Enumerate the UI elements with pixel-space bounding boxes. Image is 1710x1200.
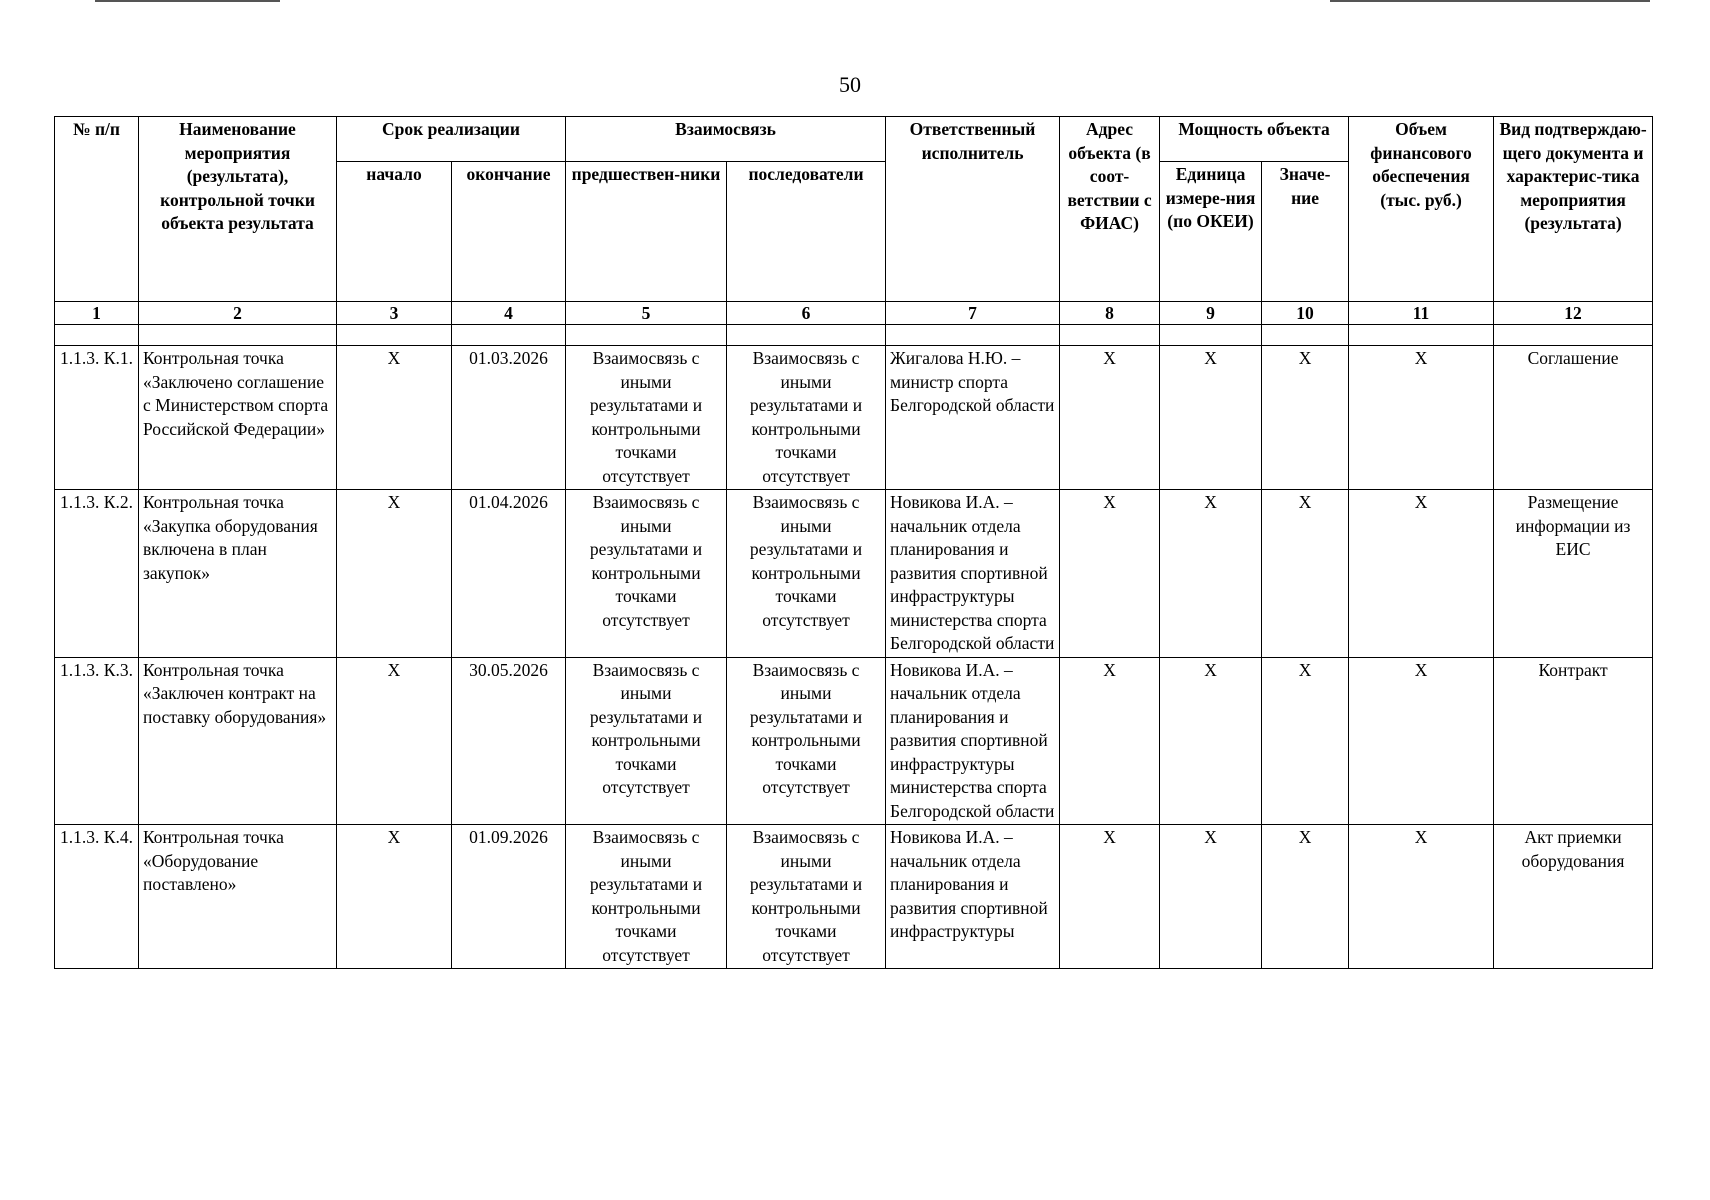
table-row (55, 346, 1653, 490)
row-name: Контрольная точка «Заключен контракт на поставку оборудования» (139, 657, 337, 825)
column-numbers-row (55, 302, 1653, 325)
header-successors: последователи (727, 162, 886, 302)
row-predecessors: Взаимосвязь с иными результатами и контрольными точками отсутствует (566, 490, 727, 658)
row-finance: Х (1349, 346, 1494, 490)
header-unit: Единица измере-ния (по ОКЕИ) (1160, 162, 1262, 302)
column-number: 6 (727, 302, 886, 325)
row-end: 01.04.2026 (452, 490, 566, 658)
row-unit: Х (1160, 346, 1262, 490)
column-number: 5 (566, 302, 727, 325)
row-document: Контракт (1494, 657, 1653, 825)
plan-table (54, 116, 1653, 969)
row-responsible: Новикова И.А. – начальник отдела планирования и развития спортивной инфраструктуры министерства спорта Белгородской области (886, 490, 1060, 658)
row-responsible: Новикова И.А. – начальник отдела планирования и развития спортивной инфраструктуры (886, 825, 1060, 969)
row-name: Контрольная точка «Закупка оборудования включена в план закупок» (139, 490, 337, 658)
row-number: 1.1.3. К.3. (55, 657, 139, 825)
header-finance: Объем финансового обеспечения (тыс. руб.) (1349, 117, 1494, 302)
column-number: 1 (55, 302, 139, 325)
header-capacity: Мощность объекта (1160, 117, 1349, 162)
header-name: Наименование мероприятия (результата), контрольной точки объекта результата (139, 117, 337, 302)
column-number: 4 (452, 302, 566, 325)
row-unit: Х (1160, 825, 1262, 969)
row-predecessors: Взаимосвязь с иными результатами и контрольными точками отсутствует (566, 346, 727, 490)
header-period: Срок реализации (337, 117, 566, 162)
row-value: Х (1262, 490, 1349, 658)
row-document: Акт приемки оборудования (1494, 825, 1653, 969)
row-predecessors: Взаимосвязь с иными результатами и контрольными точками отсутствует (566, 825, 727, 969)
row-finance: Х (1349, 657, 1494, 825)
header-start: начало (337, 162, 452, 302)
top-rule-left (95, 0, 280, 2)
header-relation: Взаимосвязь (566, 117, 886, 162)
top-rule-right (1330, 0, 1650, 2)
row-address: Х (1060, 657, 1160, 825)
column-number: 3 (337, 302, 452, 325)
header-row-1 (55, 117, 1653, 162)
header-responsible: Ответственный исполнитель (886, 117, 1060, 302)
row-start: Х (337, 490, 452, 658)
header-address: Адрес объекта (в соот-ветствии с ФИАС) (1060, 117, 1160, 302)
row-number: 1.1.3. К.2. (55, 490, 139, 658)
row-start: Х (337, 346, 452, 490)
row-unit: Х (1160, 490, 1262, 658)
row-end: 01.09.2026 (452, 825, 566, 969)
row-document: Соглашение (1494, 346, 1653, 490)
row-address: Х (1060, 346, 1160, 490)
row-end: 01.03.2026 (452, 346, 566, 490)
row-value: Х (1262, 346, 1349, 490)
row-start: Х (337, 825, 452, 969)
table-row (55, 657, 1653, 825)
row-start: Х (337, 657, 452, 825)
row-finance: Х (1349, 825, 1494, 969)
column-number: 10 (1262, 302, 1349, 325)
header-end: окончание (452, 162, 566, 302)
row-successors: Взаимосвязь с иными результатами и контрольными точками отсутствует (727, 825, 886, 969)
row-document: Размещение информации из ЕИС (1494, 490, 1653, 658)
table-row (55, 825, 1653, 969)
spacer-row (55, 325, 1653, 346)
row-successors: Взаимосвязь с иными результатами и контрольными точками отсутствует (727, 657, 886, 825)
header-predecessors: предшествен-ники (566, 162, 727, 302)
row-end: 30.05.2026 (452, 657, 566, 825)
row-name: Контрольная точка «Оборудование поставлено» (139, 825, 337, 969)
row-successors: Взаимосвязь с иными результатами и контрольными точками отсутствует (727, 346, 886, 490)
column-number: 11 (1349, 302, 1494, 325)
row-responsible: Новикова И.А. – начальник отдела планирования и развития спортивной инфраструктуры министерства спорта Белгородской области (886, 657, 1060, 825)
column-number: 2 (139, 302, 337, 325)
header-document: Вид подтверждаю-щего документа и характерис-тика мероприятия (результата) (1494, 117, 1653, 302)
row-address: Х (1060, 490, 1160, 658)
row-value: Х (1262, 657, 1349, 825)
row-address: Х (1060, 825, 1160, 969)
row-number: 1.1.3. К.1. (55, 346, 139, 490)
page-number: 50 (839, 72, 861, 97)
header-value: Значе-ние (1262, 162, 1349, 302)
column-number: 12 (1494, 302, 1653, 325)
column-number: 9 (1160, 302, 1262, 325)
row-predecessors: Взаимосвязь с иными результатами и контрольными точками отсутствует (566, 657, 727, 825)
row-responsible: Жигалова Н.Ю. – министр спорта Белгородской области (886, 346, 1060, 490)
row-successors: Взаимосвязь с иными результатами и контрольными точками отсутствует (727, 490, 886, 658)
header-num: № п/п (55, 117, 139, 302)
row-number: 1.1.3. К.4. (55, 825, 139, 969)
column-number: 7 (886, 302, 1060, 325)
table-row (55, 490, 1653, 658)
row-name: Контрольная точка «Заключено соглашение с Министерством спорта Российской Федерации» (139, 346, 337, 490)
column-number: 8 (1060, 302, 1160, 325)
row-unit: Х (1160, 657, 1262, 825)
row-finance: Х (1349, 490, 1494, 658)
row-value: Х (1262, 825, 1349, 969)
